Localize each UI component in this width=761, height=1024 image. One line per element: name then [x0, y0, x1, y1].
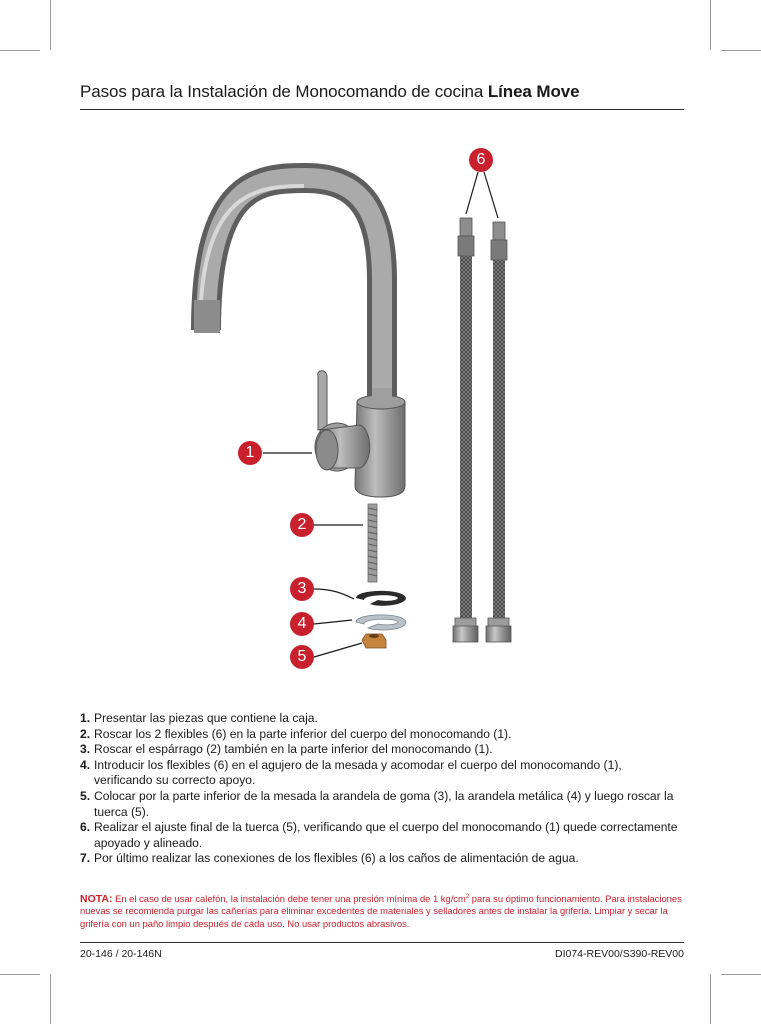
step-number: 7. [80, 851, 91, 866]
step-number: 4. [80, 757, 91, 772]
callout-1: 1 [238, 441, 262, 465]
flexible-hose-right [486, 222, 511, 642]
step-text: Presentar las piezas que contiene la caja. [94, 711, 318, 725]
list-item [80, 742, 680, 758]
rubber-washer [356, 591, 406, 606]
step-text: Colocar por la parte inferior de la mesada la arandela de goma (3), la arandela metálica (4) y luego roscar la tuerca (5). [94, 788, 674, 819]
page-title [80, 82, 579, 102]
brass-nut [362, 634, 386, 648]
crop-mark [710, 0, 711, 50]
note-paragraph [80, 891, 686, 930]
callout-5: 5 [290, 645, 314, 669]
callout-6: 6 [469, 148, 493, 172]
crop-mark [50, 974, 51, 1024]
list-item [80, 711, 680, 727]
step-number: 3. [80, 742, 91, 757]
step-number: 5. [80, 788, 91, 803]
callout-3: 3 [290, 577, 314, 601]
list-item [80, 789, 680, 820]
crop-mark [710, 974, 711, 1024]
note-text-a: En el caso de usar calefón, la instalación debe tener una presión mínima de 1 kg/cm [112, 893, 466, 905]
list-item [80, 820, 680, 851]
crop-mark [0, 974, 40, 975]
list-item [80, 758, 680, 789]
title-divider [80, 109, 684, 110]
faucet-exploded-diagram [0, 140, 761, 680]
step-text: Roscar el espárrago (2) también en la parte inferior del monocomando (1). [94, 742, 493, 757]
callout-4: 4 [290, 612, 314, 636]
note-text-b: para su óptimo funcionamiento. Para instalaciones nuevas se recomienda purgar las cañerías para eliminar excedentes de materiales y selladores antes de instalar la grifería. Limpiar y secar la grifería con un paño limpio después de cada uso. No usar productos abrasivos. [80, 893, 682, 929]
note-label: NOTA: [80, 893, 113, 906]
flexible-hose-left [453, 218, 478, 642]
threaded-rod [368, 504, 377, 582]
title-prefix: Pasos para la Instalación de Monocomando de cocina [80, 82, 488, 101]
footer-document-code: DI074-REV00/S390-REV00 [555, 948, 684, 960]
step-number: 1. [80, 711, 91, 725]
crop-mark [721, 974, 761, 975]
step-text: Por último realizar las conexiones de los flexibles (6) a los caños de alimentación de agua. [94, 851, 579, 866]
step-number: 2. [80, 726, 91, 741]
list-item [80, 727, 680, 743]
crop-mark [50, 0, 51, 50]
installation-steps [80, 711, 680, 867]
title-product-line: Línea Move [487, 82, 580, 101]
step-number: 6. [80, 820, 91, 835]
metal-washer [356, 615, 406, 630]
note-superscript: 2 [465, 894, 470, 900]
callout-2: 2 [290, 513, 314, 537]
step-text: Introducir los flexibles (6) en el agujero de la mesada y acomodar el cuerpo del monocomando (1), verificando su correcto apoyo. [94, 757, 622, 788]
faucet-spout [194, 178, 382, 400]
step-text: Realizar el ajuste final de la tuerca (5), verificando que el cuerpo del monocomando (1) quede correctamente apoyado y alineado. [94, 820, 678, 850]
crop-mark [721, 50, 761, 51]
footer-divider [80, 942, 684, 943]
step-text: Roscar los 2 flexibles (6) en la parte inferior del cuerpo del monocomando (1). [94, 726, 512, 741]
crop-mark [0, 50, 40, 51]
footer-model-codes: 20-146 / 20-146N [80, 948, 162, 960]
list-item [80, 851, 680, 867]
